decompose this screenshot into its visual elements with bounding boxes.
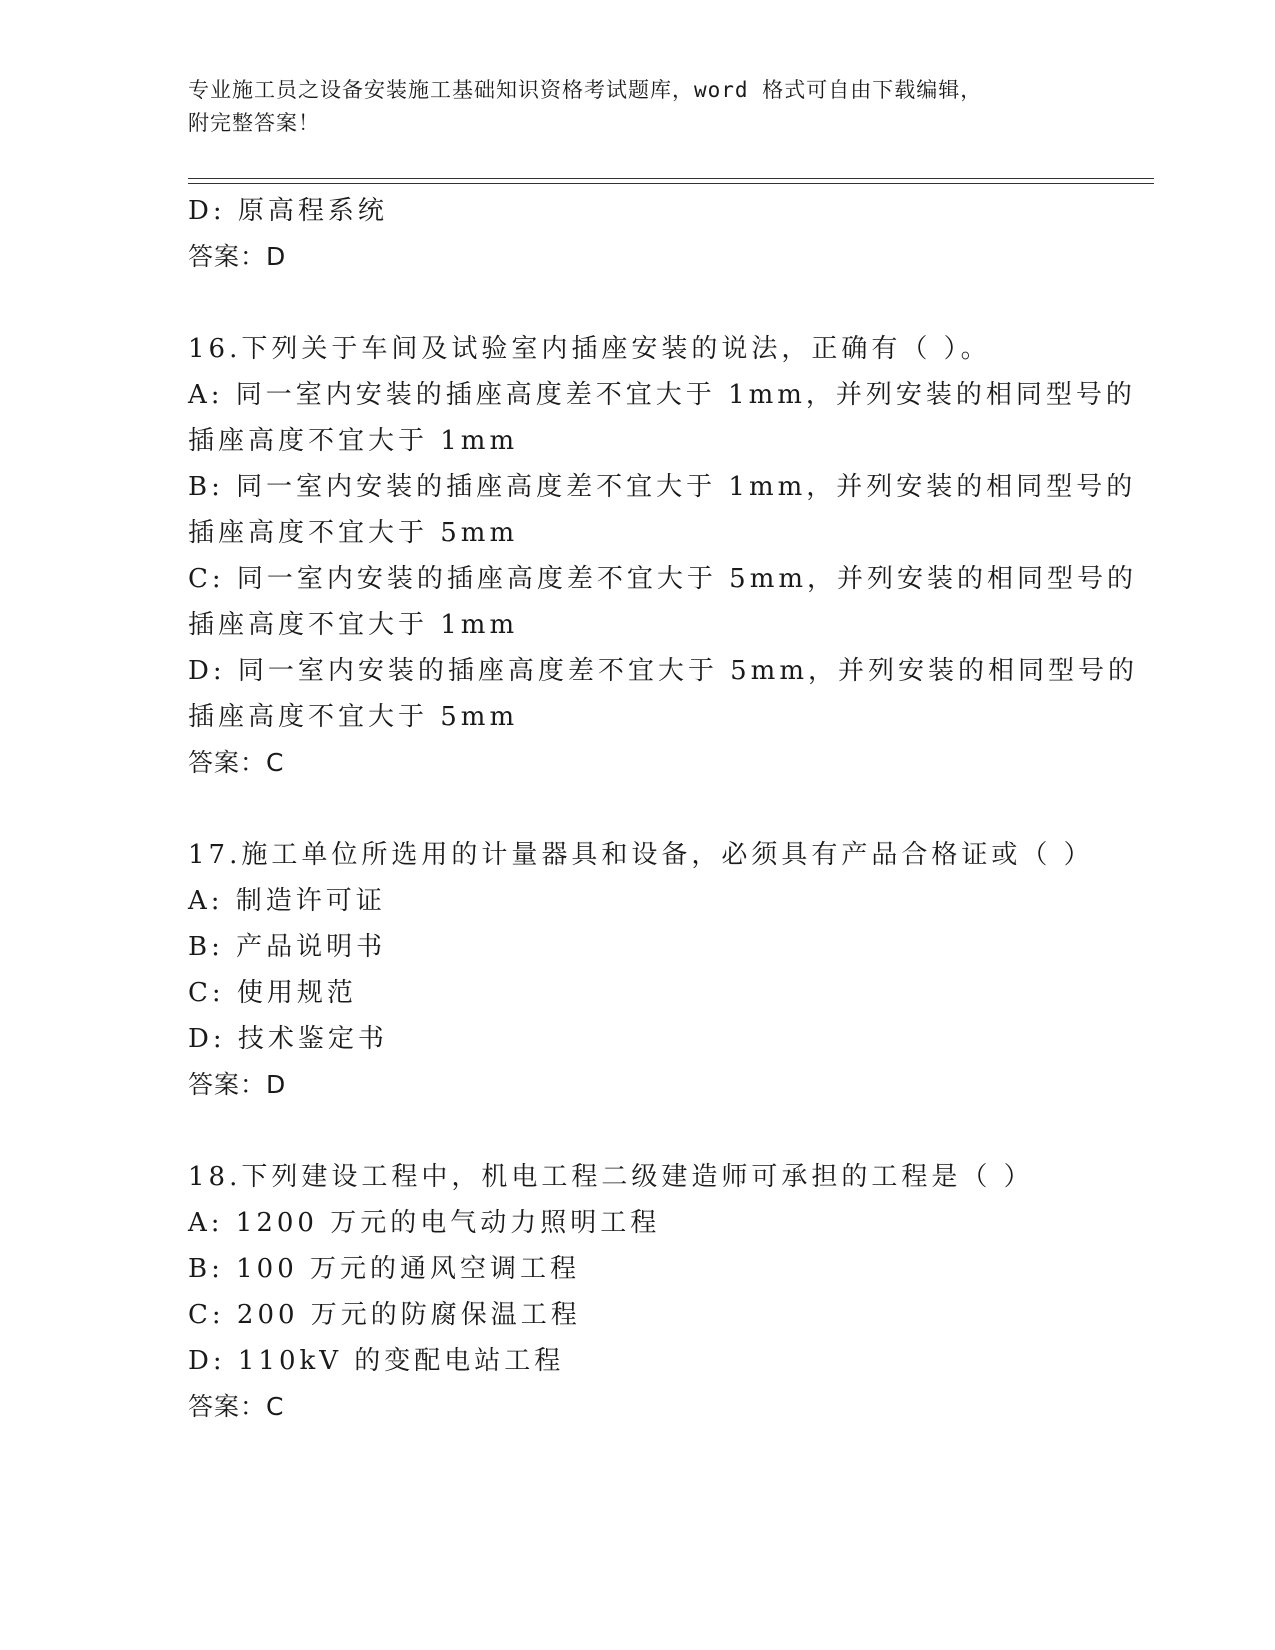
question-stem: 17.施工单位所选用的计量器具和设备，必须具有产品合格证或（ ） (188, 840, 1094, 870)
option-d: D: 110kV 的变配电站工程 (188, 1346, 565, 1376)
header-divider-bottom (188, 183, 1154, 184)
option-a-line-1: A: 同一室内安装的插座高度差不宜大于 1mm，并列安装的相同型号的 (188, 380, 1136, 410)
header-line-1: 专业施工员之设备安装施工基础知识资格考试题库，word 格式可自由下载编辑， (188, 78, 983, 102)
option-d: D: 技术鉴定书 (188, 1024, 388, 1054)
option-c: C: 使用规范 (188, 978, 357, 1008)
option-c: C: 200 万元的防腐保温工程 (188, 1300, 581, 1330)
option-b: B: 产品说明书 (188, 932, 387, 962)
option-c-line-1: C: 同一室内安装的插座高度差不宜大于 5mm，并列安装的相同型号的 (188, 564, 1138, 594)
document-header (188, 74, 1068, 140)
question-stem: 16.下列关于车间及试验室内插座安装的说法，正确有（ ）。 (188, 334, 991, 364)
header-line-2: 附完整答案！ (188, 111, 320, 135)
option-a-line-2: 插座高度不宜大于 1mm (188, 426, 519, 456)
question-17 (188, 832, 1094, 1108)
question-content (188, 188, 1138, 1430)
question-18 (188, 1154, 1088, 1430)
option-a: A: 1200 万元的电气动力照明工程 (188, 1208, 661, 1238)
answer: 答案：D (188, 1070, 287, 1099)
option-b-line-2: 插座高度不宜大于 5mm (188, 518, 519, 548)
prev-option-d: D: 原高程系统 (188, 196, 388, 226)
prev-answer: 答案：D (188, 242, 287, 271)
option-b-line-1: B: 同一室内安装的插座高度差不宜大于 1mm，并列安装的相同型号的 (188, 472, 1137, 502)
option-b: B: 100 万元的通风空调工程 (188, 1254, 581, 1284)
answer: 答案：C (188, 1392, 285, 1421)
header-divider-top (188, 178, 1154, 179)
option-d-line-1: D: 同一室内安装的插座高度差不宜大于 5mm，并列安装的相同型号的 (188, 656, 1138, 686)
question-16 (188, 326, 1138, 786)
answer: 答案：C (188, 748, 285, 777)
option-c-line-2: 插座高度不宜大于 1mm (188, 610, 519, 640)
option-a: A: 制造许可证 (188, 886, 386, 916)
question-stem: 18.下列建设工程中，机电工程二级建造师可承担的工程是（ ） (188, 1162, 1034, 1192)
option-d-line-2: 插座高度不宜大于 5mm (188, 702, 519, 732)
